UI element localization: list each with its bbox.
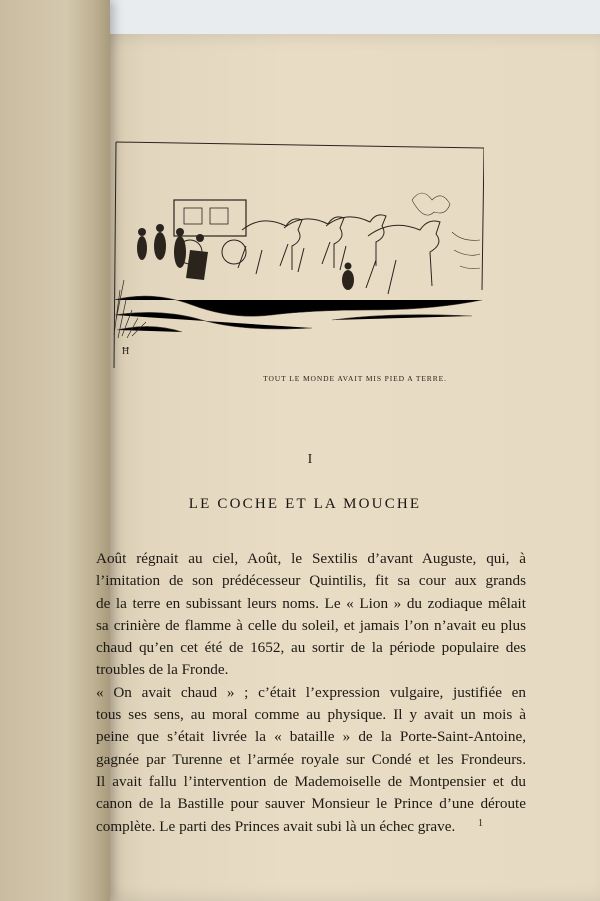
text-line: gagnée par Turenne et l’armée royale sur Condé et les Frondeurs. <box>96 750 526 768</box>
text-line: peine que s’était livrée la « bataille » de la Porte-Saint-Antoine, <box>96 728 526 746</box>
page-number: 1 <box>478 818 483 829</box>
illustration-caption: TOUT LE MONDE AVAIT MIS PIED A TERRE. <box>263 374 447 383</box>
engraving-illustration <box>112 140 484 372</box>
chapter-title: LE COCHE ET LA MOUCHE <box>188 496 422 512</box>
text-line: Il avait fallu l’intervention de Mademoiselle de Montpensier et du <box>96 772 526 790</box>
text-line: chaud qu’en cet été de 1652, au sortir de la période populaire des <box>96 639 526 657</box>
text-line: canon de la Bastille pour sauver Monsieur le Prince d’une déroute <box>96 795 526 813</box>
text-line: sa crinière de flamme à celle du soleil, et jamais l’on n’avait eu plus <box>96 616 526 634</box>
text-line: de la terre en subissant leurs noms. Le « Lion » du zodiaque mêlait <box>96 594 526 612</box>
text-line: l’imitation de son prédécesseur Quintilis, fit sa cour aux grands <box>96 572 526 590</box>
text-line: tous ses sens, au moral comme au physique. Il y avait un mois à <box>96 706 526 724</box>
body-text <box>96 548 526 838</box>
text-line: « On avait chaud » ; c’était l’expression vulgaire, justifiée en <box>96 683 526 701</box>
text-line: Août régnait au ciel, Août, le Sextilis d’avant Auguste, qui, à <box>96 550 526 567</box>
chapter-number: I <box>307 452 313 467</box>
text-line: complète. Le parti des Princes avait subi là un échec grave. <box>96 817 456 835</box>
text-line: troubles de la Fronde. <box>96 661 229 679</box>
facing-page <box>0 0 110 901</box>
svg-text:Ħ: Ħ <box>122 346 130 357</box>
